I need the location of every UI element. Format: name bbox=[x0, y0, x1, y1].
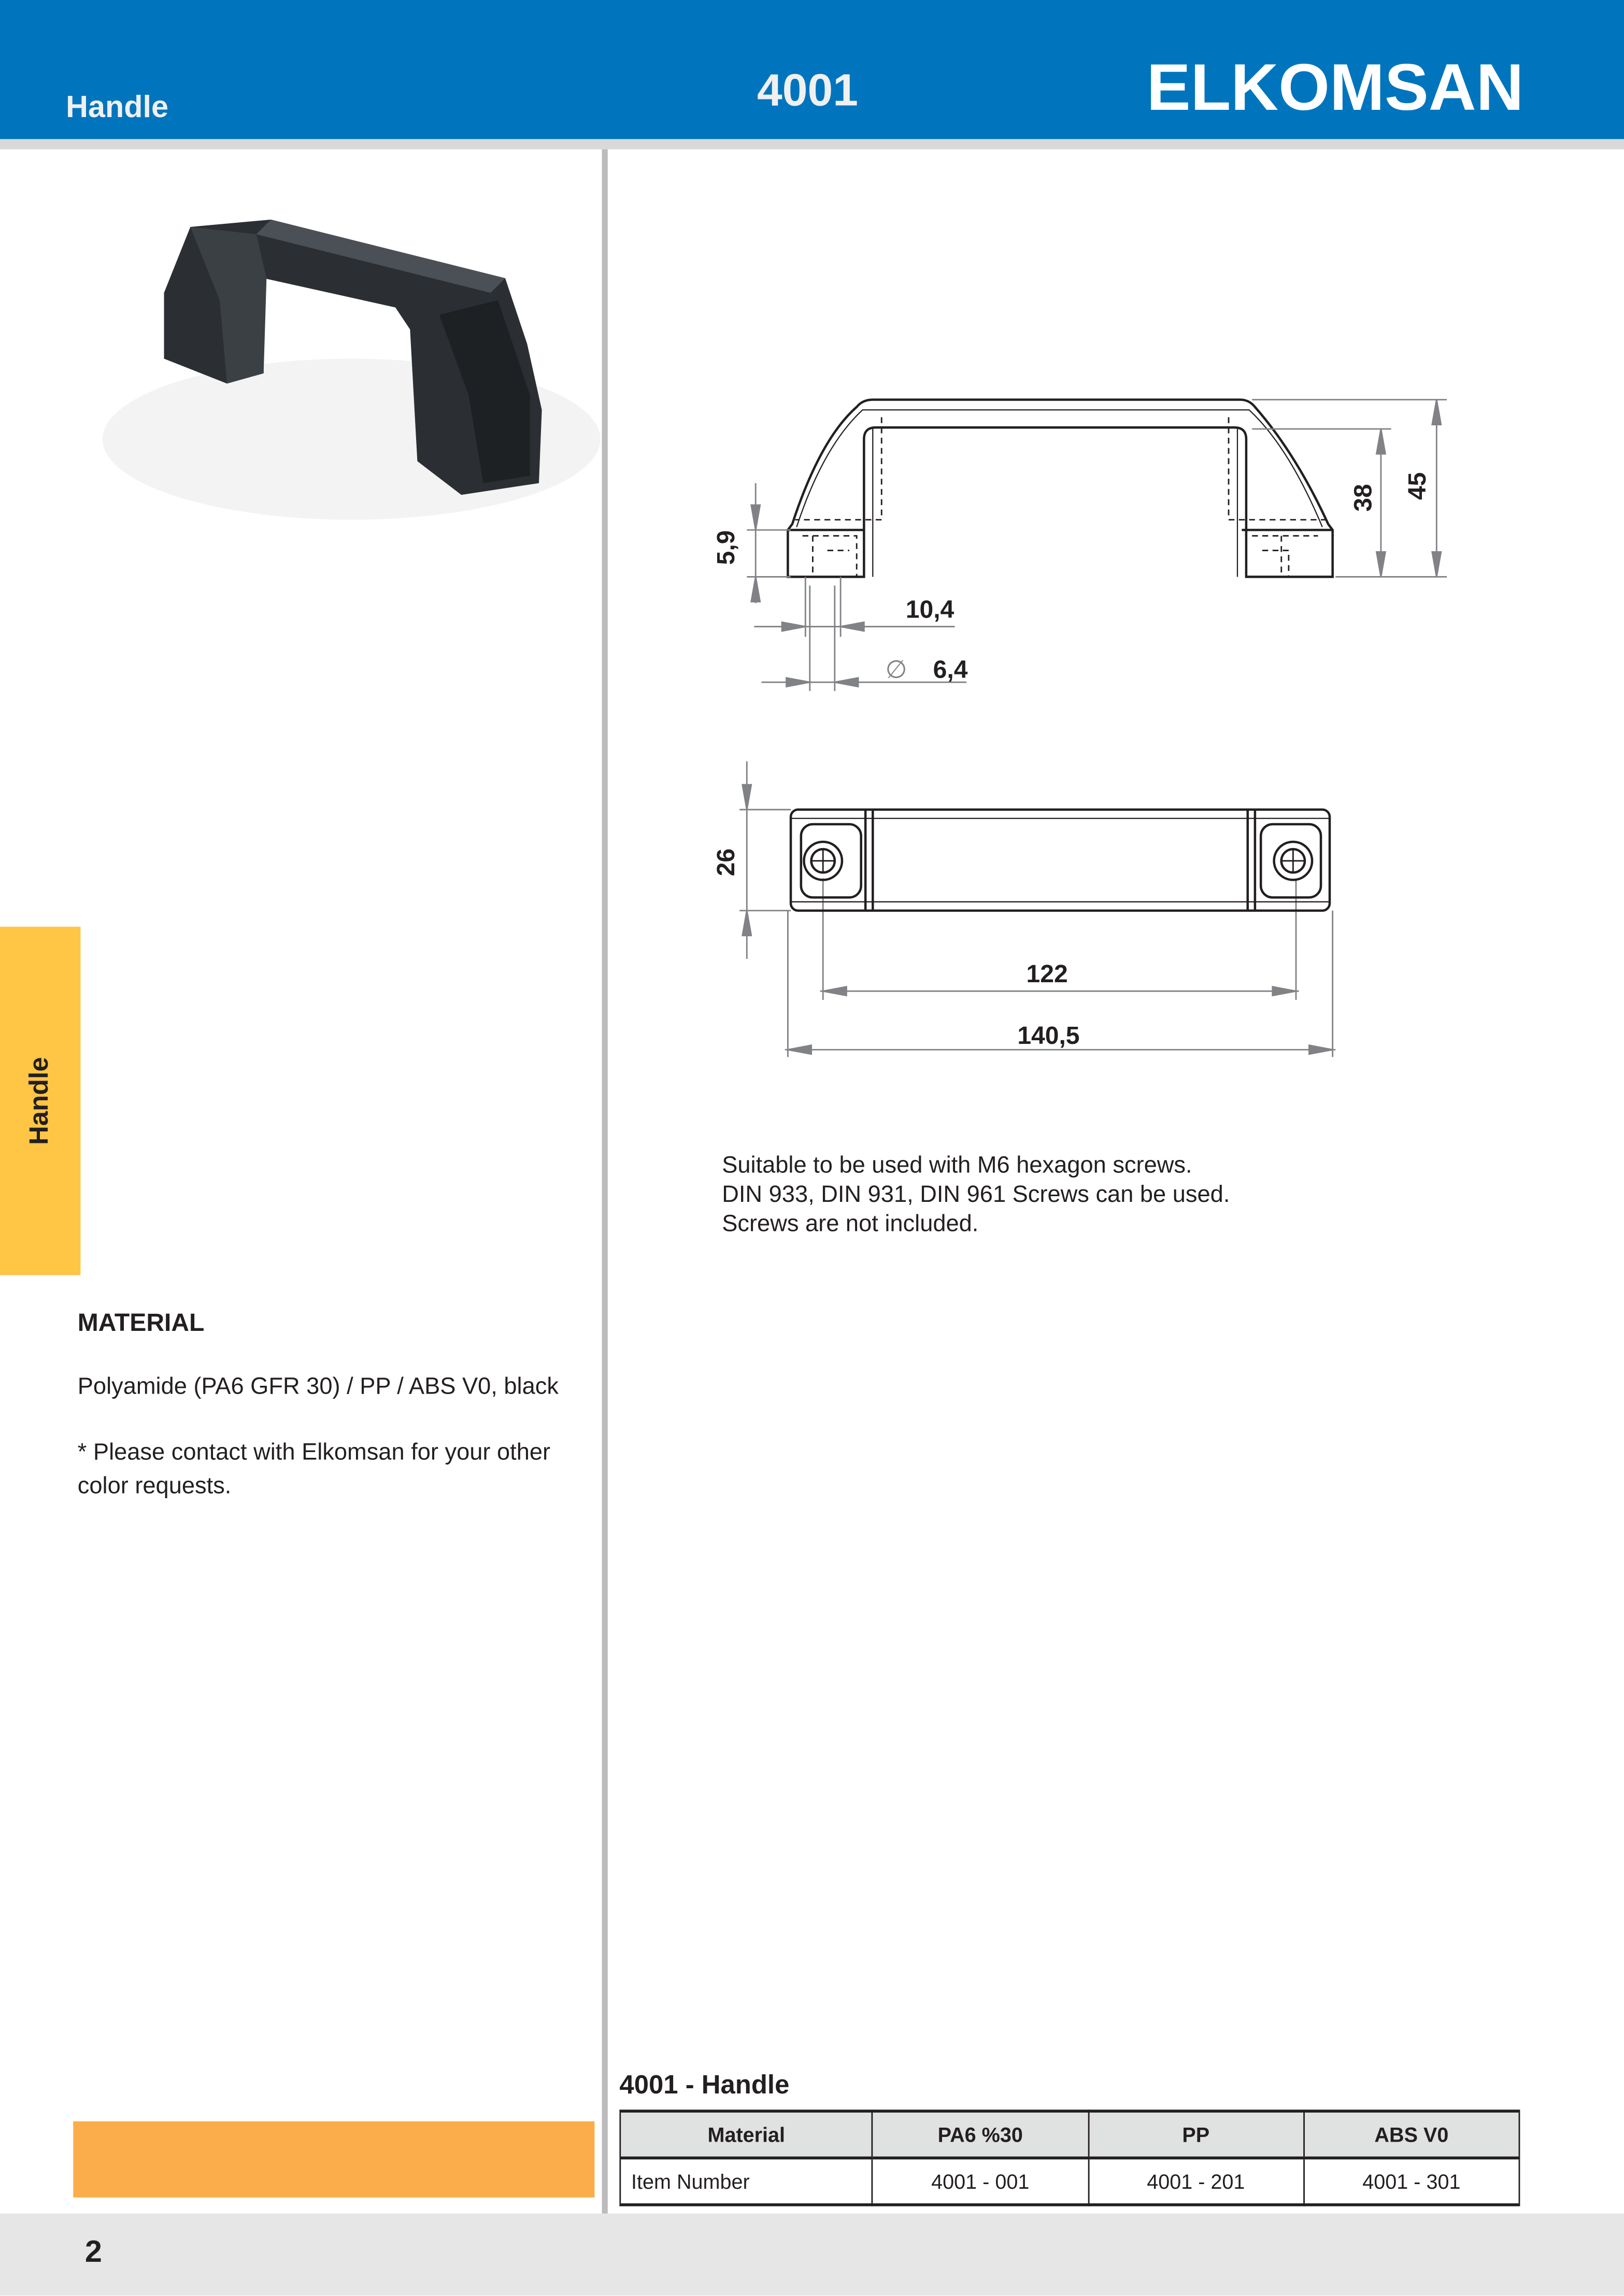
dimension-lines bbox=[739, 399, 1447, 1057]
side-tab bbox=[0, 927, 80, 1275]
table-title: 4001 - Handle bbox=[619, 2070, 790, 2100]
side-tab-label: Handle bbox=[24, 1057, 54, 1145]
brand-logo: ELKOMSAN bbox=[1146, 50, 1524, 125]
note-line: color requests. bbox=[77, 1474, 232, 1499]
material-heading: MATERIAL bbox=[77, 1309, 205, 1337]
page-number: 2 bbox=[84, 2235, 102, 2270]
header-category: Handle bbox=[66, 91, 169, 125]
note-line: * Please contact with Elkomsan for your other bbox=[77, 1440, 551, 1466]
diameter-symbol: ∅ bbox=[885, 656, 907, 684]
material-note bbox=[78, 1436, 550, 1503]
header-product-code: 4001 bbox=[757, 64, 858, 116]
note-line: Suitable to be used with M6 hexagon screws. bbox=[722, 1153, 1192, 1179]
table-cell: 4001 - 001 bbox=[873, 2158, 1088, 2205]
table-cell: 4001 - 201 bbox=[1088, 2158, 1304, 2205]
dim-38: 38 bbox=[1349, 484, 1377, 512]
item-table bbox=[619, 2110, 1520, 2206]
dim-140-5: 140,5 bbox=[1017, 1022, 1080, 1050]
product-photo bbox=[103, 220, 601, 520]
header-cell: PP bbox=[1088, 2111, 1304, 2158]
table-header-row bbox=[620, 2111, 1519, 2158]
header-cell: ABS V0 bbox=[1304, 2111, 1519, 2158]
note-line: Screws are not included. bbox=[722, 1212, 979, 1237]
table-row bbox=[620, 2158, 1519, 2205]
note-line: DIN 933, DIN 931, DIN 961 Screws can be used. bbox=[722, 1183, 1230, 1208]
footer-bar bbox=[0, 2214, 1624, 2295]
side-view-drawing bbox=[788, 399, 1332, 577]
dim-45: 45 bbox=[1404, 472, 1432, 500]
row-label: Item Number bbox=[620, 2158, 873, 2205]
header-cell: PA6 %30 bbox=[873, 2111, 1088, 2158]
dim-26: 26 bbox=[713, 848, 740, 877]
header-cell: Material bbox=[620, 2111, 873, 2158]
orange-accent-bar bbox=[73, 2121, 594, 2198]
dim-5-9: 5,9 bbox=[713, 530, 740, 565]
dim-6-4: 6,4 bbox=[933, 656, 968, 684]
top-view-drawing bbox=[791, 810, 1330, 911]
table-cell: 4001 - 301 bbox=[1304, 2158, 1519, 2205]
dim-122: 122 bbox=[1026, 960, 1068, 988]
dim-10-4: 10,4 bbox=[905, 596, 955, 624]
usage-notes bbox=[722, 1152, 1230, 1240]
material-description: Polyamide (PA6 GFR 30) / PP / ABS V0, black bbox=[77, 1374, 559, 1400]
